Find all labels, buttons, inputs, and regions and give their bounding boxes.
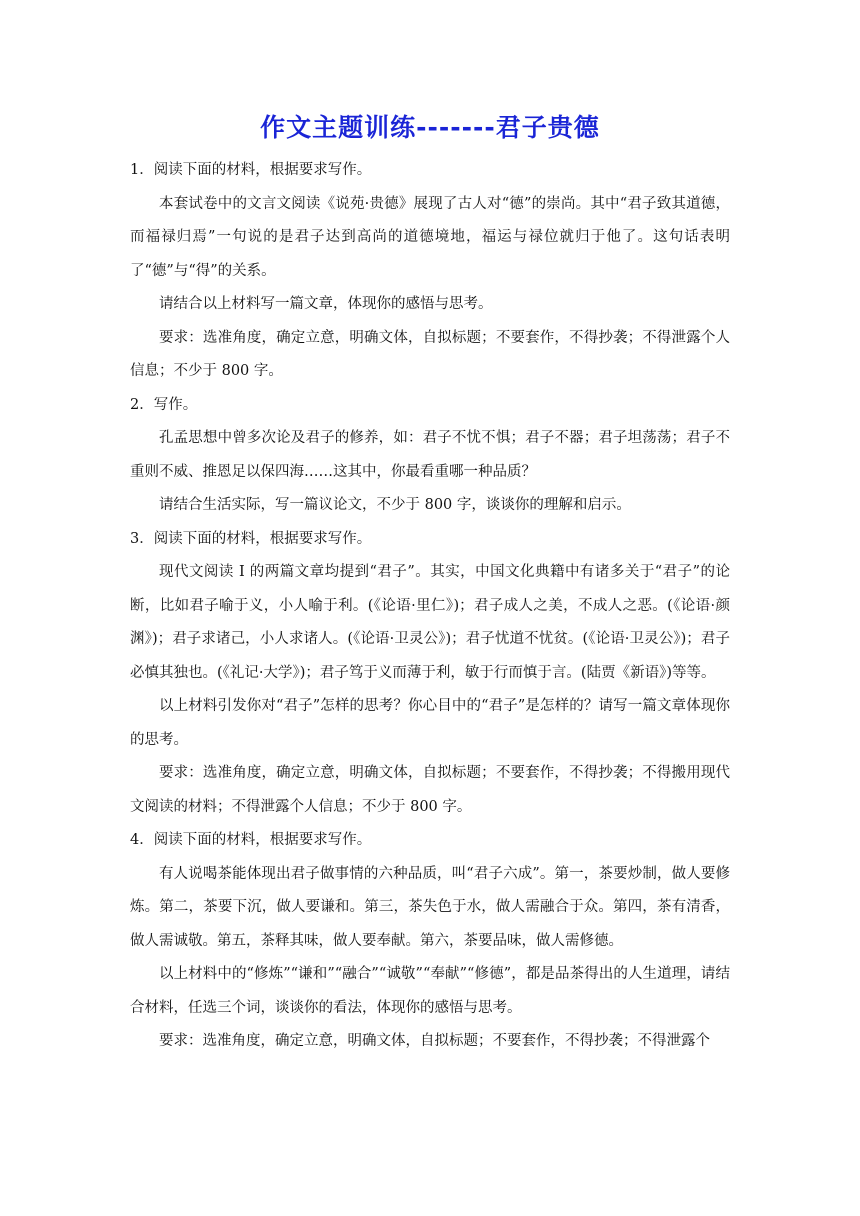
question-3-prompt: 以上材料引发你对“君子”怎样的思考？你心目中的“君子”是怎样的？请写一篇文章体现你的思考。 (130, 698, 730, 748)
question-2-material: 孔孟思想中曾多次论及君子的修养，如：君子不忧不惧；君子不器；君子坦荡荡；君子不重则不威、推恩足以保四海……这其中，你最看重哪一种品质？ (130, 430, 730, 480)
page-title: 作文主题训练-------君子贵德 (260, 113, 600, 142)
question-1-prompt: 请结合以上材料写一篇文章，体现你的感悟与思考。 (159, 296, 493, 312)
question-1-heading: 1．阅读下面的材料，根据要求写作。 (130, 162, 372, 178)
question-3-material: 现代文阅读 I 的两篇文章均提到“君子”。其实，中国文化典籍中有诸多关于“君子”的论断，比如君子喻于义，小人喻于利。(《论语·里仁》)；君子成人之美，不成人之恶。(《论语·颜渊》)；君子求诸己，小人求诸人。(《论语·卫灵公》)；君子忧道不忧贫。(《论语·卫灵公》)；君子必慎其独也。(《礼记·大学》)；君子笃于义而薄于利，敏于行而慎于言。(陆贾《新语》)等等。 (130, 564, 730, 681)
question-3-heading: 3．阅读下面的材料，根据要求写作。 (130, 530, 372, 547)
question-1-material: 本套试卷中的文言文阅读《说苑·贵德》展现了古人对“德”的崇尚。其中“君子致其道德，而福禄归焉”一句说的是君子达到高尚的道德境地，福运与禄位就归于他了。这句话表明了“德”与“得”的关系。 (130, 195, 730, 279)
question-4-heading: 4．阅读下面的材料，根据要求写作。 (130, 832, 372, 848)
question-4-material: 有人说喝茶能体现出君子做事情的六种品质，叫“君子六成”。第一，茶要炒制，做人要修炼。第二，茶要下沉，做人要谦和。第三，茶失色于水，做人需融合于众。第四，茶有清香，做人需诚敬。第五，茶释其味，做人要奉献。第六，茶要品味，做人需修德。 (130, 865, 730, 949)
question-2-prompt: 请结合生活实际，写一篇议论文，不少于 800 字，谈谈你的理解和启示。 (159, 497, 631, 513)
document-body (130, 154, 730, 1059)
question-4-requirements: 要求：选准角度，确定立意，明确文体，自拟标题；不要套作，不得抄袭；不得泄露个 (159, 1033, 710, 1049)
question-1-requirements: 要求：选准角度，确定立意，明确文体，自拟标题；不要套作，不得抄袭；不得泄露个人信息；不少于 800 字。 (130, 329, 730, 379)
question-3-requirements: 要求：选准角度，确定立意，明确文体，自拟标题；不要套作，不得抄袭；不得搬用现代文阅读的材料；不得泄露个人信息；不少于 800 字。 (130, 765, 730, 815)
question-2-heading: 2．写作。 (130, 396, 198, 413)
question-4-prompt: 以上材料中的“修炼”“谦和”“融合”“诚敬”“奉献”“修德”，都是品茶得出的人生道理，请结合材料，任选三个词，谈谈你的看法，体现你的感悟与思考。 (130, 966, 730, 1016)
